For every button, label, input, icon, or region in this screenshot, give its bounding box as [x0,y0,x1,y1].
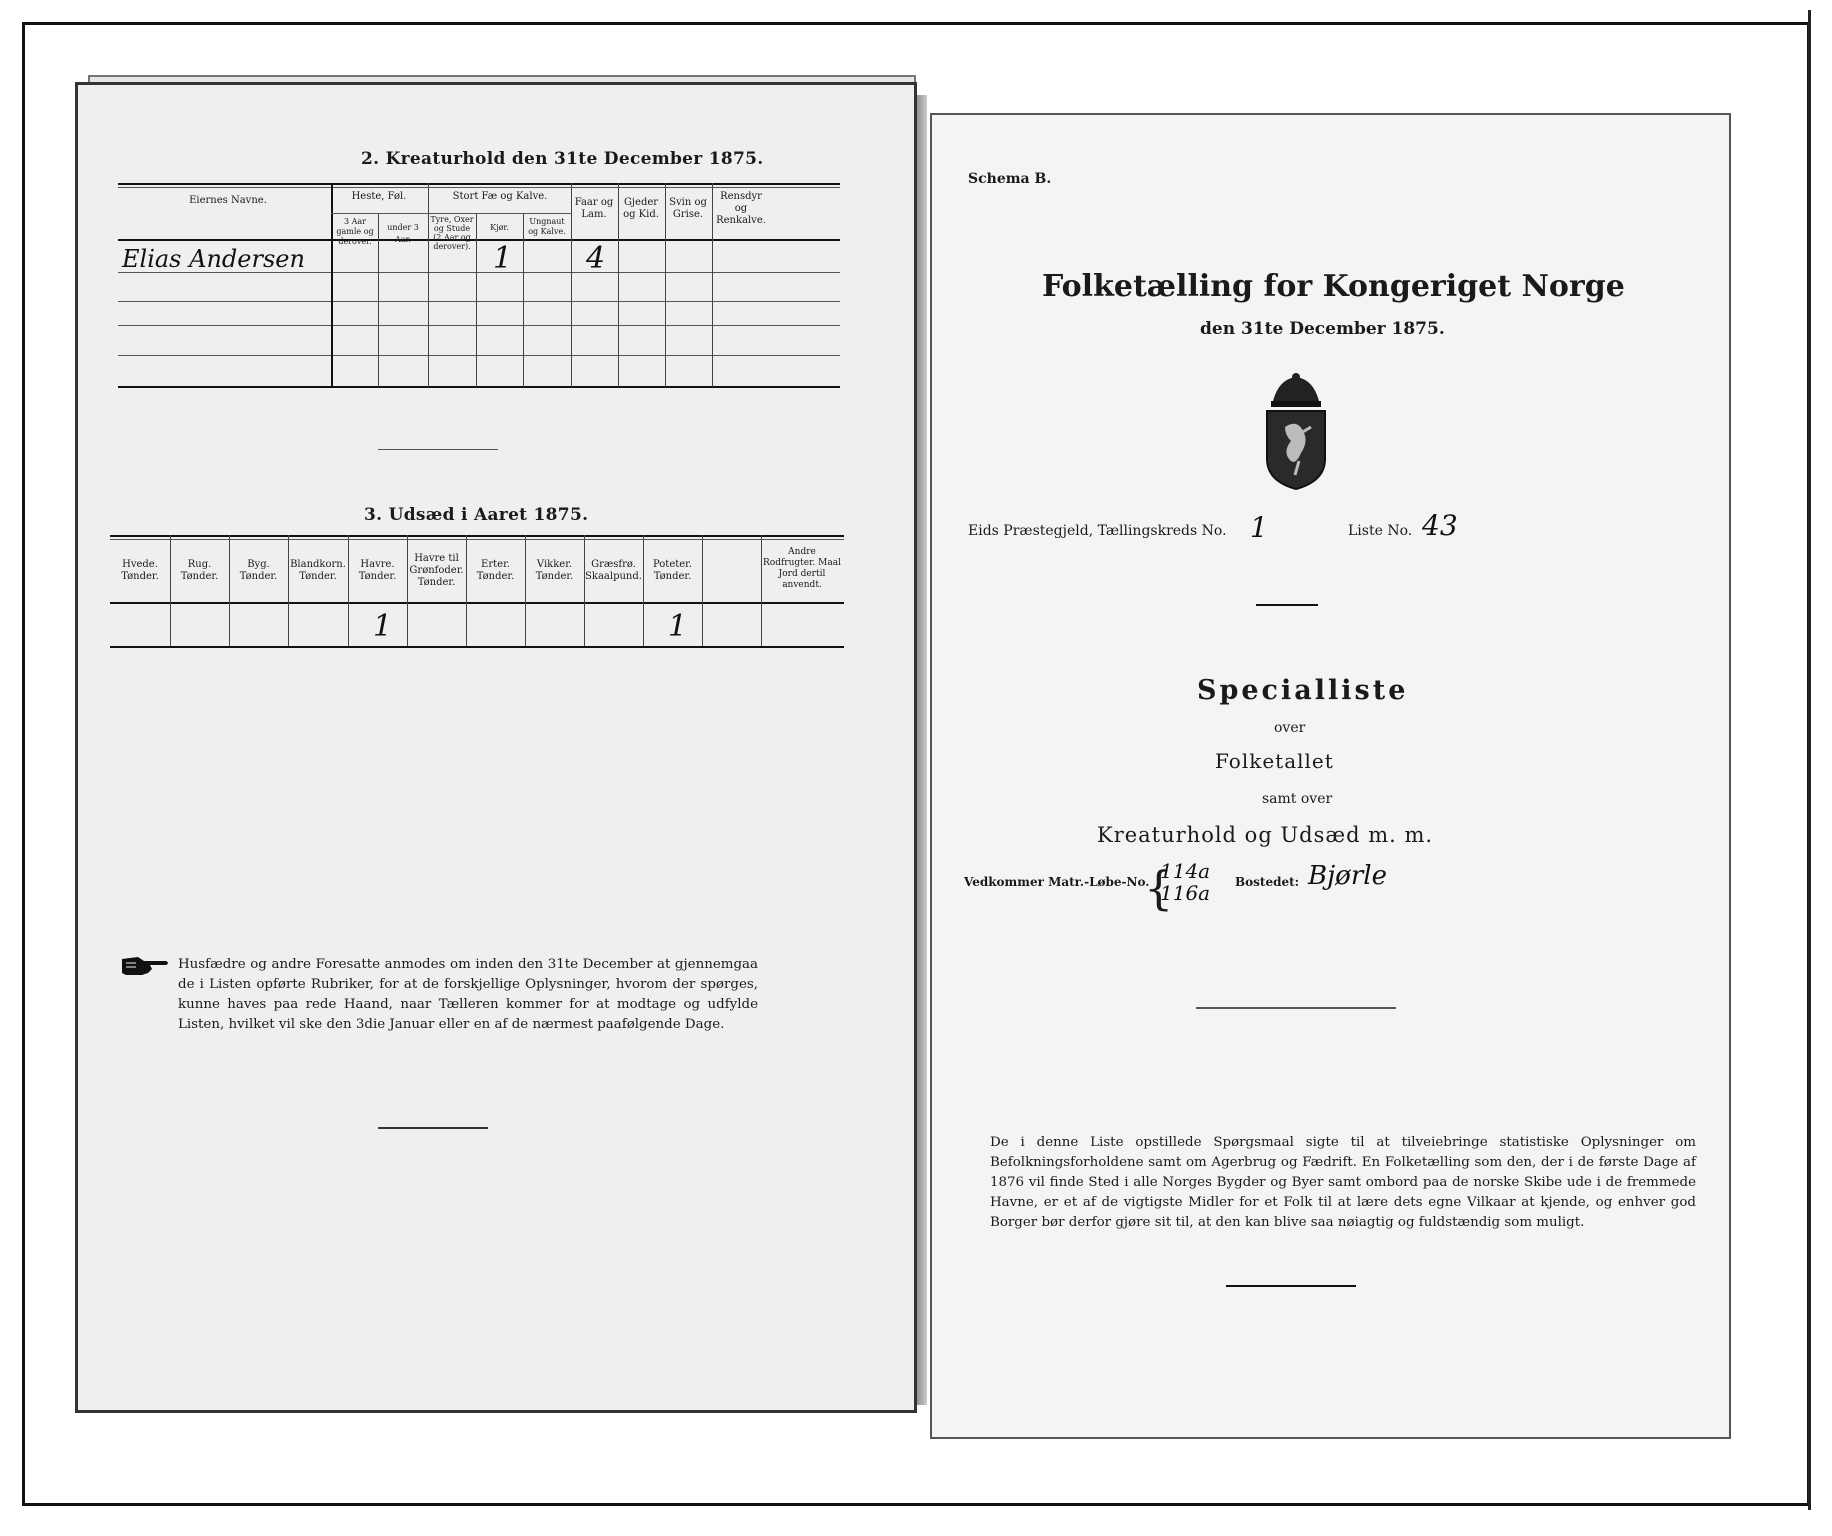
col-divider [643,535,644,646]
table-rule [118,183,840,185]
liste-number: 43 [1422,509,1458,542]
right-page [930,113,1731,1439]
separator-rule [378,1127,488,1129]
owner-header: Eiernes Navne. [189,195,267,206]
separator-rule [1196,1007,1396,1009]
col-divider [348,535,349,646]
over-label: over [1274,720,1306,736]
table-rule [110,602,844,604]
seed-header: Havre til Grønfoder. Tønder. [409,553,464,588]
seed-header: Vikker. Tønder. [535,559,574,582]
sub-header: Tyre, Oxer og Stude (2 Aar og derover). [430,215,474,251]
cell-value: 4 [586,241,606,276]
main-title: Folketælling for Kongeriget Norge [1042,269,1625,304]
schema-label: Schema B. [968,171,1052,187]
seed-header: Byg. Tønder. [239,559,278,582]
seed-header: Poteter. Tønder. [652,559,693,582]
sub-header: 3 Aar gamle og derover. [336,217,374,246]
table-rule [110,539,844,540]
separator-rule [1226,1285,1356,1287]
col-divider [229,535,230,646]
col-divider [702,535,703,646]
table-rule [110,535,844,537]
separator-rule [378,449,498,450]
seed-header: Andre Rodfrugter. Maal Jord dertil anvendt. [763,547,841,590]
district-prefix: Eids Præstegjeld, Tællingskreds No. [968,523,1227,539]
table-rule [118,386,840,388]
bostedet-value: Bjørle [1308,861,1387,891]
brace: { [1144,861,1174,915]
table-rule [118,325,840,326]
col-divider [288,535,289,646]
cell-value: 1 [493,241,513,276]
col-divider [407,535,408,646]
col-header: Heste, Føl. [351,191,407,202]
col-divider [170,535,171,646]
samt-over-label: samt over [1262,791,1333,807]
col-divider [584,535,585,646]
seed-value: 1 [668,609,688,644]
specialliste-heading: Specialliste [1197,675,1409,706]
table-rule [110,646,844,648]
col-header: Stort Fæ og Kalve. [452,191,548,202]
seed-header: Havre. Tønder. [358,559,397,582]
col-header: Gjeder og Kid. [623,197,659,220]
folketallet-heading: Folketallet [1215,749,1334,773]
sub-header: under 3 Aar. [387,223,419,244]
sub-header: Ungnaut og Kalve. [528,217,566,236]
matr-value: 114a [1160,859,1211,883]
separator-rule [1256,604,1318,606]
info-paragraph: De i denne Liste opstillede Spørgsmaal sigte til at tilveiebringe statistiske Oplysninger om Befolkningsforholdene samt om Agerbrug og Fædrift. En Folketælling som den, der i de første Dage af 1876 vil finde Sted i alle Norges Bygder og Byer samt ombord paa de norske Skibe ude i de fremmede Havne, er et af de vigtigste Midler for et Folk til at lære dets egne Vilkaar at kjende, og enhver god Borger bør derfor gjøre sit til, at den kan blive saa nøiagtig og fuldstændig som muligt. [990,1135,1696,1230]
col-header: Rensdyr og Renkalve. [716,191,766,226]
seed-value: 1 [373,609,393,644]
table-rule [118,187,840,188]
pointing-hand-icon [120,953,172,979]
liste-label: Liste No. [1348,523,1413,539]
census-date: den 31te December 1875. [1200,319,1445,339]
col-divider [523,213,524,387]
kreds-number: 1 [1250,511,1268,544]
matr-label: Vedkommer Matr.-Løbe-No. [964,875,1150,889]
coat-of-arms-icon [1259,371,1333,493]
col-divider [466,535,467,646]
col-divider [525,535,526,646]
seed-header: Blandkorn. Tønder. [290,559,346,582]
section2-title: 2. Kreaturhold den 31te December 1875. [361,149,764,169]
footnote: Husfædre og andre Foresatte anmodes om inden den 31te December at gjennemgaa de i Listen opførte Rubriker, for at de forskjellige Oplysninger, hvorom der spørges, kunne haves paa rede Haand, naar Tælleren kommer for at modtage og udfylde Listen, hvilket vil ske den 3die Januar eller en af de nærmest paafølgende Dage. [178,957,758,1032]
seed-header: Hvede. Tønder. [121,559,159,582]
table-rule [118,301,840,302]
scan-edge [1808,10,1811,1510]
bostedet-label: Bostedet: [1235,875,1300,889]
matr-value: 116a [1160,881,1211,905]
left-page [75,82,917,1413]
col-header: Faar og Lam. [574,197,614,220]
section3-title: 3. Udsæd i Aaret 1875. [364,505,589,525]
table-rule [331,213,571,214]
sub-header: Kjør. [490,223,509,232]
owner-name: Elias Andersen [122,245,305,273]
table-rule [118,355,840,356]
col-divider [476,213,477,387]
col-divider [712,183,713,387]
seed-header: Rug. Tønder. [180,559,219,582]
seed-header: Erter. Tønder. [476,559,515,582]
table-rule [118,239,840,241]
seed-header: Græsfrø. Skaalpund. [585,559,642,582]
col-header: Svin og Grise. [669,197,707,220]
kreaturhold-heading: Kreaturhold og Udsæd m. m. [1097,823,1434,847]
